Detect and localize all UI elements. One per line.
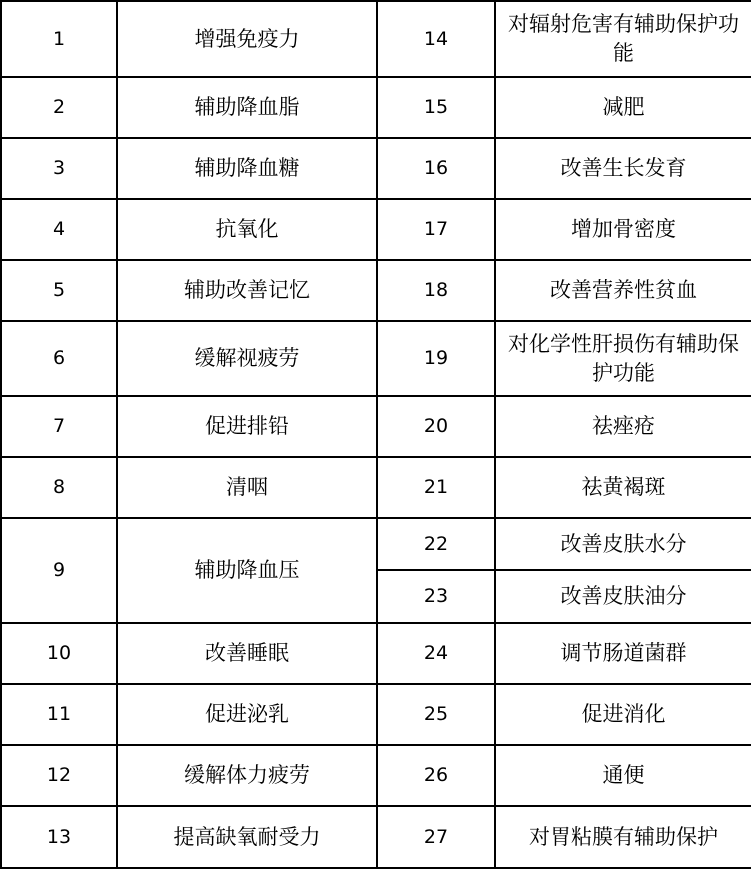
table-row — [1, 806, 751, 868]
table-row — [1, 138, 751, 199]
left-number: 13 — [46, 825, 72, 848]
table-row — [1, 745, 751, 806]
right-function: 调节肠道菌群 — [560, 641, 687, 665]
left-number-cell — [1, 623, 117, 684]
table-row — [1, 684, 751, 745]
left-function: 增强免疫力 — [194, 26, 300, 51]
left-function: 清咽 — [226, 475, 268, 499]
right-function-cell — [495, 457, 751, 518]
table-row — [1, 623, 751, 684]
left-function-cell — [117, 745, 377, 806]
right-function: 促进消化 — [581, 702, 666, 726]
left-number-cell — [1, 684, 117, 745]
right-function: 增加骨密度 — [571, 217, 676, 241]
right-function: 通便 — [602, 763, 645, 787]
right-number-cell — [377, 623, 495, 684]
right-function-cell — [495, 396, 751, 457]
table-row — [1, 260, 751, 321]
right-number: 15 — [423, 96, 449, 118]
right-number-cell — [377, 260, 495, 321]
table-row — [1, 396, 751, 457]
table-row — [1, 321, 751, 396]
right-number: 17 — [423, 218, 449, 240]
right-number: 19 — [423, 347, 449, 369]
left-function: 促进泌乳 — [205, 702, 289, 726]
left-function-cell — [117, 260, 377, 321]
left-number: 2 — [52, 96, 66, 118]
right-function-cell — [495, 623, 751, 684]
left-function-cell — [117, 138, 377, 199]
left-function-cell — [117, 199, 377, 260]
left-number-cell — [1, 457, 117, 518]
left-number: 10 — [46, 642, 72, 664]
right-number: 16 — [423, 157, 449, 179]
left-function: 提高缺氧耐受力 — [173, 824, 321, 849]
right-function-cell — [495, 518, 751, 570]
left-number: 7 — [52, 415, 66, 437]
left-number-cell — [1, 396, 117, 457]
left-number: 12 — [46, 764, 72, 786]
left-function-cell — [117, 396, 377, 457]
right-function-cell — [495, 745, 751, 806]
right-number: 25 — [423, 703, 449, 725]
right-number: 20 — [423, 415, 449, 437]
right-number: 26 — [423, 764, 449, 786]
left-function: 辅助降血脂 — [194, 95, 300, 119]
left-function: 改善睡眠 — [205, 641, 289, 665]
right-number-cell — [377, 570, 495, 623]
right-number-cell — [377, 321, 495, 396]
left-number: 8 — [52, 476, 66, 498]
right-function: 减肥 — [602, 95, 645, 119]
left-function-cell — [117, 806, 377, 868]
left-number-cell — [1, 199, 117, 260]
left-number: 6 — [52, 347, 66, 369]
left-function: 缓解体力疲劳 — [184, 763, 310, 787]
left-function-cell — [117, 1, 377, 77]
left-function: 促进排铅 — [205, 414, 289, 438]
right-number-cell — [377, 745, 495, 806]
table-row — [1, 518, 751, 570]
left-function-cell — [117, 321, 377, 396]
right-number-cell — [377, 1, 495, 77]
right-number: 14 — [423, 27, 449, 50]
right-function-cell — [495, 321, 751, 396]
left-number: 3 — [52, 157, 66, 179]
left-number: 5 — [52, 279, 66, 301]
left-function: 缓解视疲劳 — [194, 346, 300, 370]
right-function-cell — [495, 199, 751, 260]
right-number-cell — [377, 684, 495, 745]
right-number: 18 — [423, 279, 449, 301]
left-function-cell — [117, 457, 377, 518]
right-function: 改善皮肤水分 — [560, 531, 687, 556]
left-function-cell — [117, 623, 377, 684]
right-function-cell — [495, 684, 751, 745]
right-function: 改善生长发育 — [560, 156, 687, 180]
left-number-cell — [1, 77, 117, 138]
right-function: 对胃粘膜有辅助保护 — [529, 824, 718, 849]
left-function: 辅助改善记忆 — [184, 278, 310, 302]
left-function: 辅助降血糖 — [194, 156, 300, 180]
right-function: 对辐射危害有辅助保护功能 — [508, 12, 739, 65]
right-number-cell — [377, 77, 495, 138]
right-number-cell — [377, 806, 495, 868]
right-number-cell — [377, 457, 495, 518]
left-number-cell — [1, 745, 117, 806]
left-number-cell — [1, 806, 117, 868]
left-function-cell — [117, 77, 377, 138]
left-number-cell — [1, 260, 117, 321]
right-function: 改善皮肤油分 — [560, 584, 687, 608]
right-function-cell — [495, 1, 751, 77]
left-function-cell — [117, 518, 377, 623]
right-number-cell — [377, 138, 495, 199]
left-number-cell — [1, 518, 117, 623]
right-function: 对化学性肝损伤有辅助保护功能 — [508, 331, 739, 385]
table-row — [1, 77, 751, 138]
left-function: 抗氧化 — [215, 217, 279, 241]
right-number: 22 — [423, 532, 449, 555]
left-number-cell — [1, 1, 117, 77]
right-function: 祛痤疮 — [592, 414, 655, 438]
table-row — [1, 199, 751, 260]
right-function: 改善营养性贫血 — [550, 278, 697, 302]
left-number: 4 — [52, 218, 66, 240]
right-function: 祛黄褐斑 — [581, 475, 666, 499]
right-number-cell — [377, 518, 495, 570]
right-function-cell — [495, 138, 751, 199]
right-function-cell — [495, 806, 751, 868]
left-number-cell — [1, 321, 117, 396]
right-number-cell — [377, 396, 495, 457]
left-function: 辅助降血压 — [194, 558, 300, 582]
right-number: 23 — [423, 585, 449, 607]
left-number: 1 — [52, 27, 66, 50]
right-function-cell — [495, 77, 751, 138]
right-number-cell — [377, 199, 495, 260]
table-row — [1, 457, 751, 518]
right-function-cell — [495, 570, 751, 623]
right-number: 24 — [423, 642, 449, 664]
right-number: 27 — [423, 825, 449, 848]
left-number-cell — [1, 138, 117, 199]
left-number: 9 — [52, 559, 66, 581]
table-row — [1, 1, 751, 77]
left-number: 11 — [46, 703, 72, 725]
left-function-cell — [117, 684, 377, 745]
right-number: 21 — [423, 476, 449, 498]
right-function-cell — [495, 260, 751, 321]
